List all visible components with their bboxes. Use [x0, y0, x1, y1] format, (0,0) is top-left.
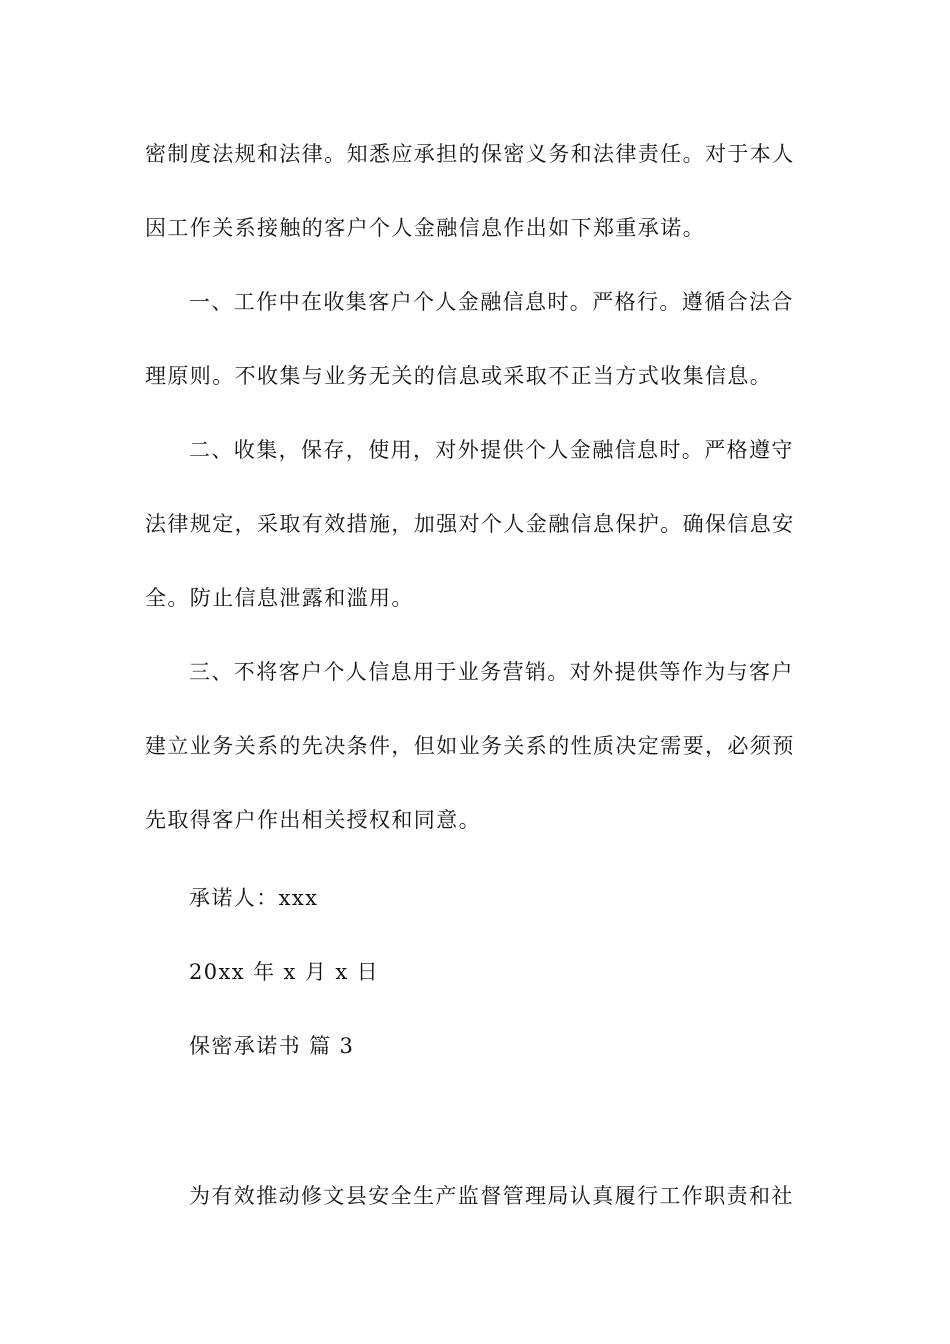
paragraph-line: 理原则。不收集与业务无关的信息或采取不正当方式收集信息。 [145, 364, 773, 388]
paragraph-line: 先取得客户作出相关授权和同意。 [145, 808, 481, 832]
paragraph-line: 全。防止信息泄露和滥用。 [145, 586, 414, 610]
paragraph-line: 二、收集，保存，使用，对外提供个人金融信息时。严格遵守 [189, 438, 794, 462]
paragraph-line: 密制度法规和法律。知悉应承担的保密义务和法律责任。对于本人 [145, 142, 795, 166]
paragraph-line: 建立业务关系的先决条件，但如业务关系的性质决定需要，必须预 [145, 734, 795, 758]
section-title: 保密承诺书 篇 3 [189, 1034, 355, 1058]
signer-line: 承诺人：xxx [189, 886, 319, 910]
paragraph-line: 三、不将客户个人信息用于业务营销。对外提供等作为与客户 [189, 660, 794, 684]
paragraph-line: 法律规定，采取有效措施，加强对个人金融信息保护。确保信息安 [145, 512, 795, 536]
paragraph-line: 为有效推动修文县安全生产监督管理局认真履行工作职责和社 [189, 1184, 794, 1208]
paragraph-line: 一、工作中在收集客户个人金融信息时。严格行。遵循合法合 [189, 290, 794, 314]
date-line: 20xx 年 x 月 x 日 [189, 960, 380, 984]
paragraph-line: 因工作关系接触的客户个人金融信息作出如下郑重承诺。 [145, 216, 705, 240]
